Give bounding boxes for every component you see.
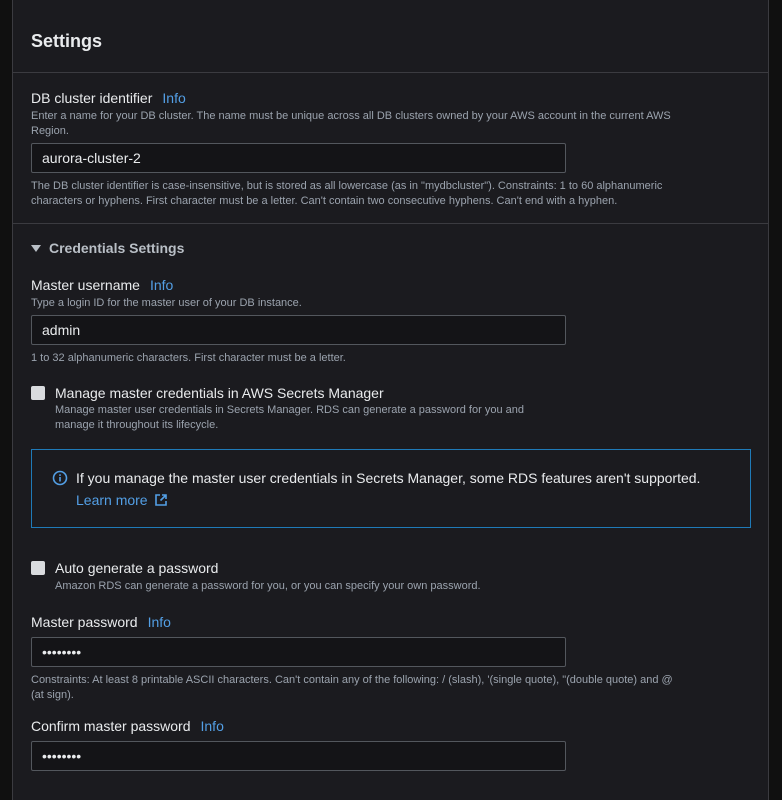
caret-down-icon [31, 245, 41, 252]
master-password-label-text: Master password [31, 614, 138, 630]
secrets-manager-description [55, 403, 524, 433]
master-password-help [31, 673, 673, 703]
master-password-help-line2: (at sign). [31, 689, 74, 701]
master-password-label [31, 614, 171, 630]
secrets-manager-checkbox[interactable] [31, 386, 45, 400]
master-username-help: 1 to 32 alphanumeric characters. First character must be a letter. [31, 352, 346, 364]
master-password-info-link[interactable]: Info [147, 614, 171, 630]
learn-more-link[interactable] [76, 492, 168, 508]
secrets-manager-label[interactable]: Manage master credentials in AWS Secrets Manager [55, 385, 384, 401]
master-username-label [31, 277, 173, 293]
db-cluster-help-line1: The DB cluster identifier is case-insensitive, but is stored as all lowercase (as in "mydbcluster"). Constraints: 1 to 60 alphanumeric [31, 180, 663, 192]
secrets-manager-description-line1: Manage master user credentials in Secrets Manager. RDS can generate a password for you and [55, 404, 524, 416]
confirm-password-label-text: Confirm master password [31, 718, 191, 734]
db-cluster-description-line2: Region. [31, 125, 69, 137]
auto-generate-checkbox[interactable] [31, 561, 45, 575]
info-circle-icon [52, 470, 68, 486]
master-username-input[interactable]: admin [31, 315, 566, 345]
master-username-description: Type a login ID for the master user of your DB instance. [31, 297, 302, 309]
confirm-password-input[interactable]: •••••••• [31, 741, 566, 771]
confirm-password-info-link[interactable]: Info [200, 718, 224, 734]
master-username-info-link[interactable]: Info [149, 277, 174, 293]
db-cluster-description [31, 109, 671, 139]
settings-panel [12, 0, 769, 800]
db-cluster-label-text: DB cluster identifier [31, 90, 153, 106]
secrets-manager-info-alert [31, 449, 751, 528]
db-cluster-description-line1: Enter a name for your DB cluster. The name must be unique across all DB clusters owned by your AWS account in the current AWS [31, 110, 671, 122]
credentials-settings-title: Credentials Settings [49, 240, 185, 256]
auto-generate-description: Amazon RDS can generate a password for you, or you can specify your own password. [55, 580, 481, 592]
db-cluster-help-line2: characters or hyphens. First character must be a letter. Can't contain two consecutive hyphens. Can't end with a hyphen. [31, 195, 618, 207]
master-password-help-line1: Constraints: At least 8 printable ASCII characters. Can't contain any of the following: / (slash), '(single quote), "(double quote) and @ [31, 674, 673, 686]
auto-generate-label[interactable]: Auto generate a password [55, 560, 219, 576]
secrets-manager-description-line2: manage it throughout its lifecycle. [55, 419, 219, 431]
alert-message: If you manage the master user credentials in Secrets Manager, some RDS features aren't supported. [76, 470, 701, 486]
confirm-password-label [31, 718, 224, 734]
learn-more-text: Learn more [76, 492, 148, 508]
settings-header [13, 0, 768, 73]
db-cluster-identifier-input[interactable]: aurora-cluster-2 [31, 143, 566, 173]
master-username-label-text: Master username [31, 277, 140, 293]
db-cluster-label [31, 90, 186, 106]
page-title: Settings [31, 31, 103, 51]
db-cluster-info-link[interactable]: Info [162, 90, 186, 106]
credentials-settings-toggle[interactable] [31, 240, 184, 256]
db-cluster-help [31, 179, 662, 209]
section-divider [13, 223, 768, 224]
external-link-icon [154, 493, 168, 507]
master-password-input[interactable]: •••••••• [31, 637, 566, 667]
